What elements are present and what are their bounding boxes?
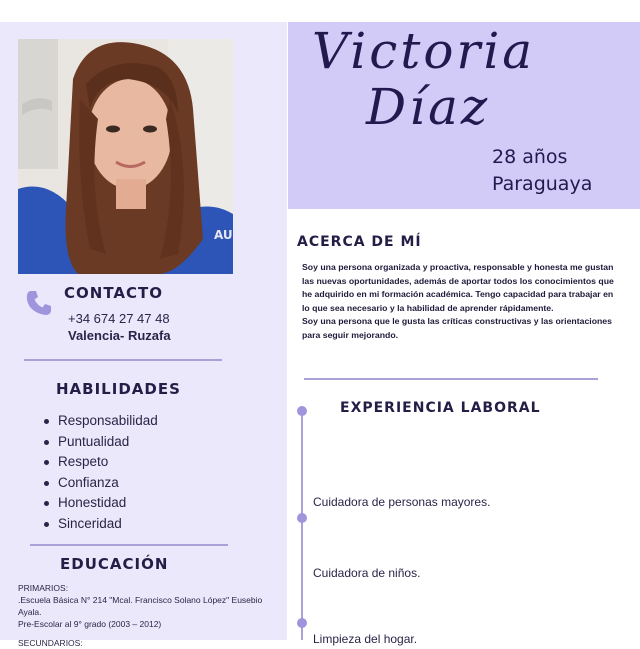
skills-list [40,411,158,534]
experience-item: Limpieza del hogar. [313,632,418,646]
last-name: Díaz [366,78,491,136]
list-item: Sinceridad [40,514,158,535]
education-primary-label: PRIMARIOS: [18,583,69,593]
divider [304,378,598,380]
experience-item: Cuidadora de personas mayores. [313,495,491,509]
education-heading: EDUCACIÓN [60,555,169,573]
education-details [18,582,283,649]
list-item: Responsabilidad [40,411,158,432]
experience-item: Cuidadora de niños. [313,566,421,580]
about-paragraph: Soy una persona que le gusta las críticas constructivas y las orientaciones para seguir mejorando. [302,316,612,340]
svg-text:AU: AU [214,228,233,242]
timeline-dot [297,406,307,416]
about-text [302,261,620,343]
list-item: Respeto [40,452,158,473]
profile-photo [18,39,233,274]
about-paragraph: Soy una persona organizada y proactiva, responsable y honesta me gustan las nuevas oportunidades, además de aportar todos los conocimientos que he adquirido en mi formación académica. Tengo capacidad para trabajar en lo que sea necesario y la habilidad de aprender rápidamente. [302,262,614,313]
timeline-dot [297,513,307,523]
name-header [288,22,640,209]
contact-heading: CONTACTO [64,284,163,302]
education-primary-years: Pre-Escolar al 9° grado (2003 – 2012) [18,619,162,629]
age-label: 28 años [492,146,568,168]
first-name: Victoria [312,22,536,80]
timeline-dot [297,618,307,628]
education-primary-school: .Escuela Básica N° 214 "Mcal. Francisco Solano López" Eusebio Ayala. [18,595,263,617]
divider [30,544,228,546]
timeline-line [301,411,303,640]
sidebar [0,22,287,648]
contact-phone: +34 674 27 47 48 [68,311,170,326]
education-secondary-label: SECUNDARIOS: [18,638,83,648]
skills-heading: HABILIDADES [56,380,181,398]
list-item: Puntualidad [40,432,158,453]
list-item: Honestidad [40,493,158,514]
contact-location: Valencia- Ruzafa [68,328,171,343]
nationality-label: Paraguaya [492,173,593,195]
phone-icon [24,288,54,318]
about-heading: ACERCA DE MÍ [297,234,422,250]
experience-heading: EXPERIENCIA LABORAL [340,400,541,416]
list-item: Confianza [40,473,158,494]
divider [24,359,222,361]
